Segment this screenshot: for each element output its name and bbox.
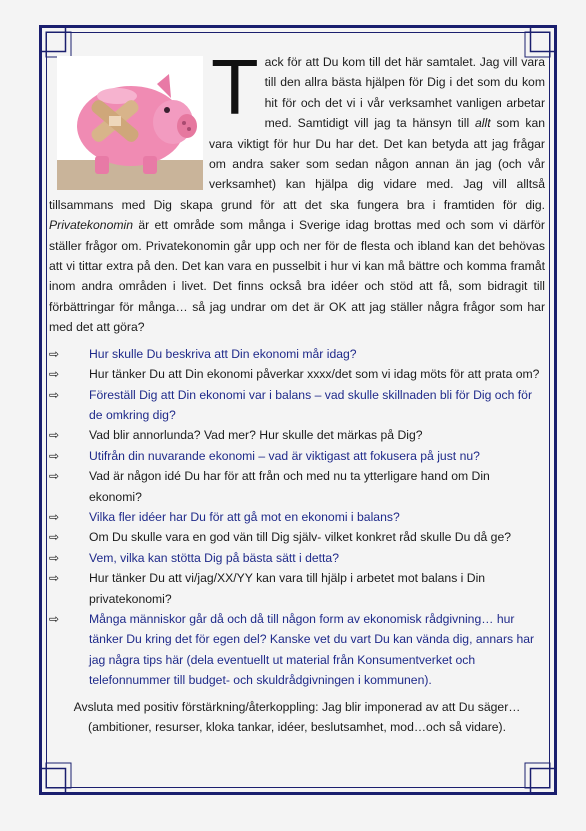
piggy-bank-bandage-icon	[57, 56, 203, 190]
arrow-icon: ⇨	[49, 387, 60, 402]
question-item: ⇨ Många människor går då och då till någon form av ekonomisk rådgivning… hur tänker Du kring det för egen del? Kanske vet du vart Du kan vända dig, annars har jag några tips här (dela eventuellt ut material från Konsumentverket och telefonnummer till budget- och skuldrådgivningen i kommunen).	[49, 609, 545, 691]
intro-paragraph	[49, 43, 545, 338]
corner-ornament-bottom-right	[507, 745, 557, 795]
question-item: ⇨ Hur tänker Du att vi/jag/XX/YY kan vara till hjälp i arbetet mot balans i Din privatekonomi?	[49, 568, 545, 609]
document-content	[49, 43, 545, 750]
arrow-icon: ⇨	[49, 346, 60, 361]
arrow-icon: ⇨	[49, 448, 60, 463]
intro-text-2: som kan vara viktigt för hur Du har det. Det kan betyda att jag frågar om andra saker som sedan någon annan än jag (och vår verksamhet) kan hjälpa dig vidare med. Jag vill alltså tillsammans med Dig skapa grund för att det ska fungera bra i framtiden för dig.	[49, 116, 545, 212]
arrow-icon: ⇨	[49, 611, 60, 626]
question-item: ⇨ Vad blir annorlunda? Vad mer? Hur skulle det märkas på Dig?	[49, 425, 545, 445]
arrow-icon: ⇨	[49, 428, 60, 443]
question-item: ⇨ Vilka fler idéer har Du för att gå mot en ekonomi i balans?	[49, 507, 545, 527]
question-list	[49, 344, 545, 691]
arrow-icon: ⇨	[49, 550, 60, 565]
question-item: ⇨ Hur tänker Du att Din ekonomi påverkar xxxx/det som vi idag möts för att prata om?	[49, 364, 545, 384]
intro-emphasis-allt: allt	[475, 116, 491, 131]
arrow-icon: ⇨	[49, 509, 60, 524]
intro-text-3: är ett område som många i Sverige idag brottas med och som vi därför ställer frågor om. Privatekonomin går upp och ner för de flesta och ibland kan det behövas att vi tittar extra på den. Det kan vara en pusselbit i hur vi kan må bättre och komma framåt inom andra områden i livet. Det finns också bra idéer och stöd att få, som bidragit till förbättringar för många… så jag undrar om det är OK att jag ställer några frågor som har med det att göra?	[49, 218, 545, 335]
intro-emphasis-privatekonomin: Privatekonomin	[49, 218, 133, 233]
question-item: ⇨ Vad är någon idé Du har för att från och med nu ta ytterligare hand om Din ekonomi?	[49, 466, 545, 507]
drop-cap-letter: T	[211, 43, 259, 131]
closing-paragraph: Avsluta med positiv förstärkning/återkoppling: Jag blir imponerad av att Du säger… (ambitioner, resurser, kloka tankar, idéer, beslutsamhet, mod…och så vidare).	[73, 699, 521, 734]
corner-ornament-bottom-left	[39, 745, 89, 795]
question-item: ⇨ Hur skulle Du beskriva att Din ekonomi mår idag?	[49, 344, 545, 364]
arrow-icon: ⇨	[49, 530, 60, 545]
question-item: ⇨ Vem, vilka kan stötta Dig på bästa sätt i detta?	[49, 548, 545, 568]
question-item: ⇨ Om Du skulle vara en god vän till Dig själv- vilket konkret råd skulle Du då ge?	[49, 527, 545, 547]
arrow-icon: ⇨	[49, 469, 60, 484]
question-item: ⇨ Utifrån din nuvarande ekonomi – vad är viktigast att fokusera på just nu?	[49, 446, 545, 466]
intro-text-1: ack för att Du kom till det här samtalet. Jag vill vara till den allra bästa hjälpen för Dig i det som du kom hit för och det vi i vår verksamhet vanligen arbetar med. Samtidigt vill jag ta hänsyn till	[264, 55, 545, 131]
question-item: ⇨ Föreställ Dig att Din ekonomi var i balans – vad skulle skillnaden bli för Dig och för de omkring dig?	[49, 385, 545, 426]
arrow-icon: ⇨	[49, 571, 60, 586]
arrow-icon: ⇨	[49, 367, 60, 382]
